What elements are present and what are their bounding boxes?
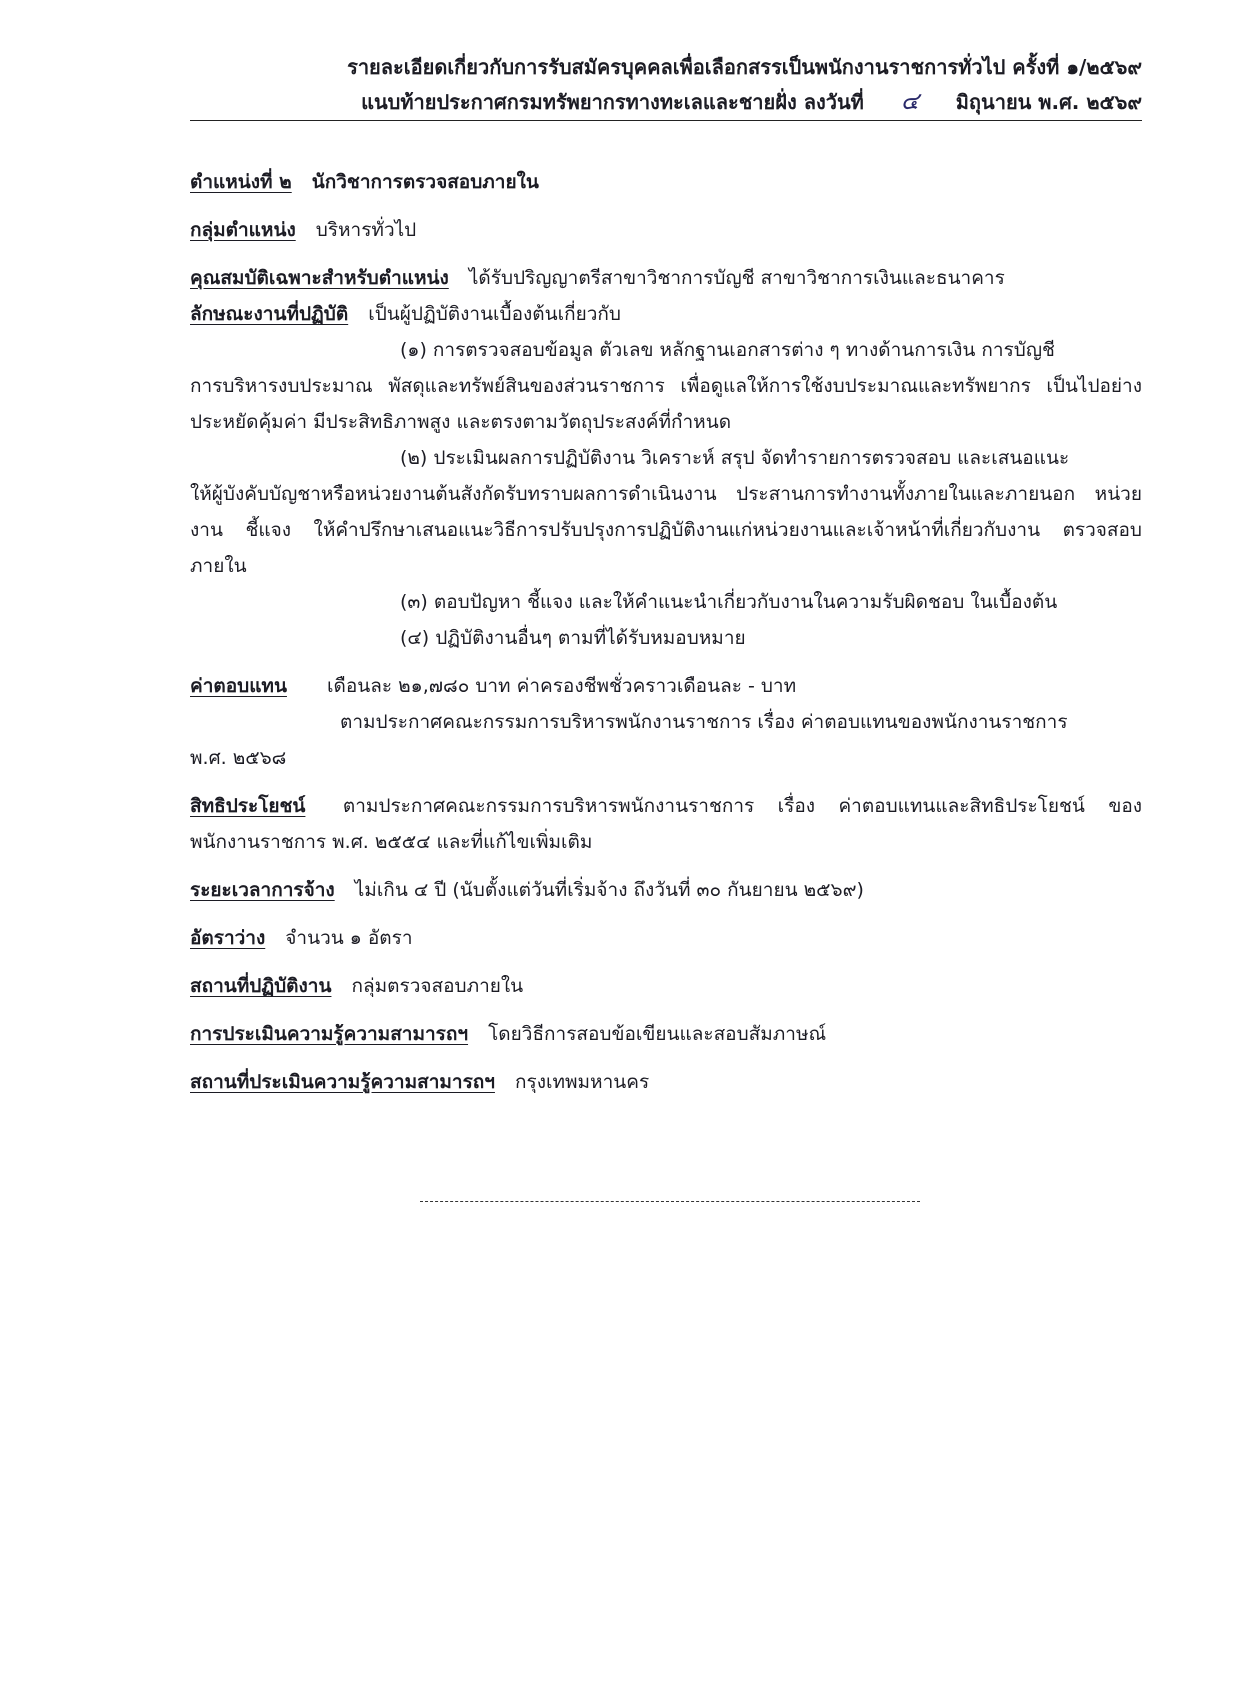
document-body <box>190 164 1142 1100</box>
position-row <box>190 164 1142 200</box>
duty-item-1-rest: การบริหารงบประมาณ พัสดุและทรัพย์สินของส่วนราชการ เพื่อดูแลให้การใช้งบประมาณและทรัพยากร เป็นไปอย่างประหยัดคุ้มค่า มีประสิทธิภาพสูง และตรงตามวัตถุประสงค์ที่กำหนด <box>190 375 1142 433</box>
position-value: นักวิชาการตรวจสอบภายใน <box>311 171 539 193</box>
duty-item-3: (๓) ตอบปัญหา ชี้แจง และให้คำแนะนำเกี่ยวกับงานในความรับผิดชอบ ในเบื้องต้น <box>400 591 1058 613</box>
period-value: ไม่เกิน ๔ ปี (นับตั้งแต่วันที่เริ่มจ้าง ถึงวันที่ ๓๐ กันยายน ๒๕๖๙) <box>354 879 864 901</box>
document-header <box>190 50 1142 119</box>
duty-item-1-first: (๑) การตรวจสอบข้อมูล ตัวเลข หลักฐานเอกสารต่าง ๆ ทางด้านการเงิน การบัญชี <box>400 339 1055 361</box>
benefits-value: ตามประกาศคณะกรรมการบริหารพนักงานราชการ เรื่อง ค่าตอบแทนและสิทธิประโยชน์ ของพนักงานราชการ พ.ศ. ๒๕๕๔ และที่แก้ไขเพิ่มเติม <box>190 795 1143 853</box>
duty-item-2-rest: ให้ผู้บังคับบัญชาหรือหน่วยงานต้นสังกัดรับทราบผลการดำเนินงาน ประสานการทำงานทั้งภายในและภายนอก หน่วยงาน ชี้แจง ให้คำปรึกษาเสนอแนะวิธีการปรับปรุงการปฏิบัติงานแก่หน่วยงานและเจ้าหน้าที่เกี่ยวกับงาน ตรวจสอบภายใน <box>190 483 1142 577</box>
vacancy-label: อัตราว่าง <box>190 927 266 949</box>
header-rule <box>190 120 1142 121</box>
header-title: รายละเอียดเกี่ยวกับการรับสมัครบุคคลเพื่อเลือกสรรเป็นพนักงานราชการทั่วไป ครั้งที่ ๑/๒๕๖๙ <box>347 55 1142 79</box>
benefits-row <box>190 788 1142 860</box>
assessment-row <box>190 1016 1142 1052</box>
group-row <box>190 212 1142 248</box>
assessment-place-row <box>190 1064 1142 1100</box>
group-value: บริหารทั่วไป <box>315 219 417 241</box>
period-row <box>190 872 1142 908</box>
vacancy-row <box>190 920 1142 956</box>
benefits-label: สิทธิประโยชน์ <box>190 795 306 817</box>
workplace-value: กลุ่มตรวจสอบภายใน <box>351 975 524 997</box>
assessment-place-value: กรุงเทพมหานคร <box>515 1071 650 1093</box>
qualification-row <box>190 260 1142 296</box>
assessment-place-label: สถานที่ประเมินความรู้ความสามารถฯ <box>190 1071 495 1093</box>
workplace-label: สถานที่ปฏิบัติงาน <box>190 975 332 997</box>
assessment-label: การประเมินความรู้ความสามารถฯ <box>190 1023 469 1045</box>
duties-label: ลักษณะงานที่ปฏิบัติ <box>190 303 349 325</box>
qualification-label: คุณสมบัติเฉพาะสำหรับตำแหน่ง <box>190 267 449 289</box>
header-handwritten-day: ๔ <box>900 87 919 115</box>
header-subtitle-prefix: แนบท้ายประกาศกรมทรัพยากรทางทะเลและชายฝั่ง ลงวันที่ <box>361 90 864 114</box>
workplace-row <box>190 968 1142 1004</box>
pay-label: ค่าตอบแทน <box>190 675 287 697</box>
pay-basis: ตามประกาศคณะกรรมการบริหารพนักงานราชการ เรื่อง ค่าตอบแทนของพนักงานราชการ <box>340 711 1068 733</box>
qualification-value: ได้รับปริญญาตรีสาขาวิชาการบัญชี สาขาวิชาการเงินและธนาคาร <box>468 267 1005 289</box>
assessment-value: โดยวิธีการสอบข้อเขียนและสอบสัมภาษณ์ <box>488 1023 827 1045</box>
header-subtitle <box>190 84 1142 119</box>
group-label: กลุ่มตำแหน่ง <box>190 219 296 241</box>
closing-dashed-rule <box>420 1201 920 1202</box>
header-subtitle-suffix: มิถุนายน พ.ศ. ๒๕๖๙ <box>955 90 1142 114</box>
pay-row <box>190 668 1142 704</box>
duty-item-2-first: (๒) ประเมินผลการปฏิบัติงาน วิเคราะห์ สรุป จัดทำรายการตรวจสอบ และเสนอแนะ <box>400 447 1070 469</box>
position-label: ตำแหน่งที่ ๒ <box>190 171 292 193</box>
duties-row <box>190 296 1142 332</box>
pay-value: เดือนละ ๒๑,๗๘๐ บาท ค่าครองชีพชั่วคราวเดือนละ - บาท <box>327 675 797 697</box>
duties-intro: เป็นผู้ปฏิบัติงานเบื้องต้นเกี่ยวกับ <box>368 303 621 325</box>
pay-basis-year: พ.ศ. ๒๕๖๘ <box>190 747 287 769</box>
vacancy-value: จำนวน ๑ อัตรา <box>285 927 413 949</box>
period-label: ระยะเวลาการจ้าง <box>190 879 335 901</box>
duty-item-4: (๔) ปฏิบัติงานอื่นๆ ตามที่ได้รับหมอบหมาย <box>400 627 746 649</box>
